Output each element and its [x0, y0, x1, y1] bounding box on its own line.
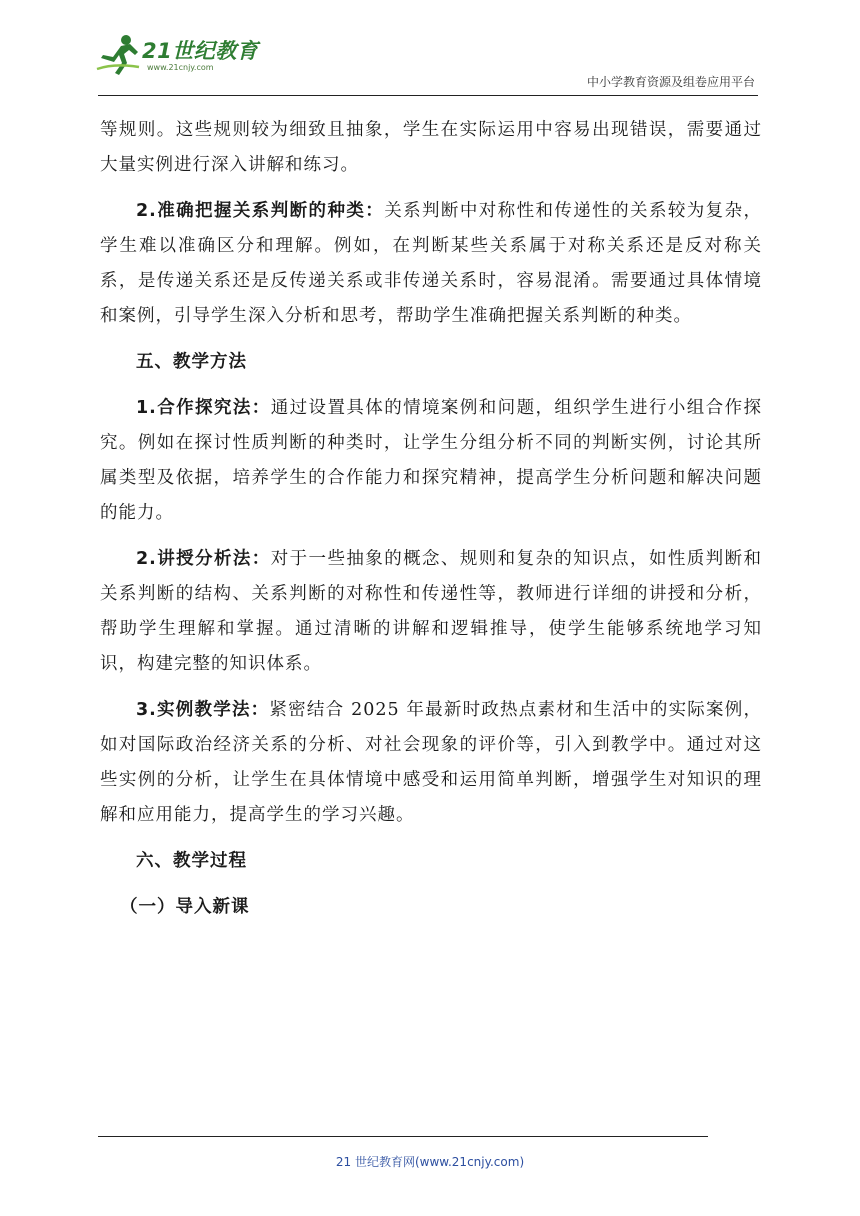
subsection-heading-intro: （一）导入新课 [120, 897, 250, 917]
paragraph-continuation: 等规则。这些规则较为细致且抽象，学生在实际运用中容易出现错误，需要通过大量实例进行深入讲解和练习。 [100, 120, 762, 175]
page-header [0, 0, 860, 100]
logo-url: www.21cnjy.com [147, 63, 214, 72]
paragraph-method-1 [100, 391, 762, 531]
footer-link[interactable]: 21 世纪教育网(www.21cnjy.com) [335, 1155, 525, 1169]
paragraph-lead: 1.合作探究法： [136, 398, 271, 418]
paragraph-method-2 [100, 542, 762, 682]
runner-icon [95, 33, 141, 77]
paragraph-text: 对于一些抽象的概念、规则和复杂的知识点，如性质判断和关系判断的结构、关系判断的对称性和传递性等，教师进行详细的讲授和分析，帮助学生理解和掌握。通过清晰的讲解和逻辑推导，使学生能够系统地学习知识，构建完整的知识体系。 [100, 549, 763, 674]
paragraph-text: 通过设置具体的情境案例和问题，组织学生进行小组合作探究。例如在探讨性质判断的种类时，让学生分组分析不同的判断实例，讨论其所属类型及依据，培养学生的合作能力和探究精神，提高学生分析问题和解决问题的能力。 [100, 398, 763, 523]
header-tagline: 中小学教育资源及组卷应用平台 [586, 75, 755, 89]
paragraph-lead: 2.讲授分析法： [136, 549, 271, 569]
document-body [100, 113, 762, 936]
site-logo[interactable] [95, 33, 265, 81]
paragraph-text: 关系判断中对称性和传递性的关系较为复杂，学生难以准确区分和理解。例如，在判断某些关系属于对称关系还是反对称关系，是传递关系还是反传递关系或非传递关系时，容易混淆。需要通过具体情境和案例，引导学生深入分析和思考，帮助学生准确把握关系判断的种类。 [100, 201, 763, 326]
paragraph-lead: 3.实例教学法： [136, 700, 270, 720]
header-divider [98, 95, 758, 96]
paragraph-text: 紧密结合 2025 年最新时政热点素材和生活中的实际案例，如对国际政治经济关系的分析、对社会现象的评价等，引入到教学中。通过对这些实例的分析，让学生在具体情境中感受和运用简单判断，增强学生对知识的理解和应用能力，提高学生的学习兴趣。 [100, 700, 762, 825]
paragraph-lead: 2.准确把握关系判断的种类： [136, 201, 385, 221]
section-heading-teaching-methods: 五、教学方法 [136, 352, 247, 372]
section-heading-teaching-process: 六、教学过程 [136, 851, 247, 871]
logo-text: 21世纪教育 [142, 39, 259, 63]
footer-divider [98, 1136, 708, 1137]
paragraph-relation-types [100, 194, 762, 334]
paragraph-method-3 [100, 693, 762, 833]
